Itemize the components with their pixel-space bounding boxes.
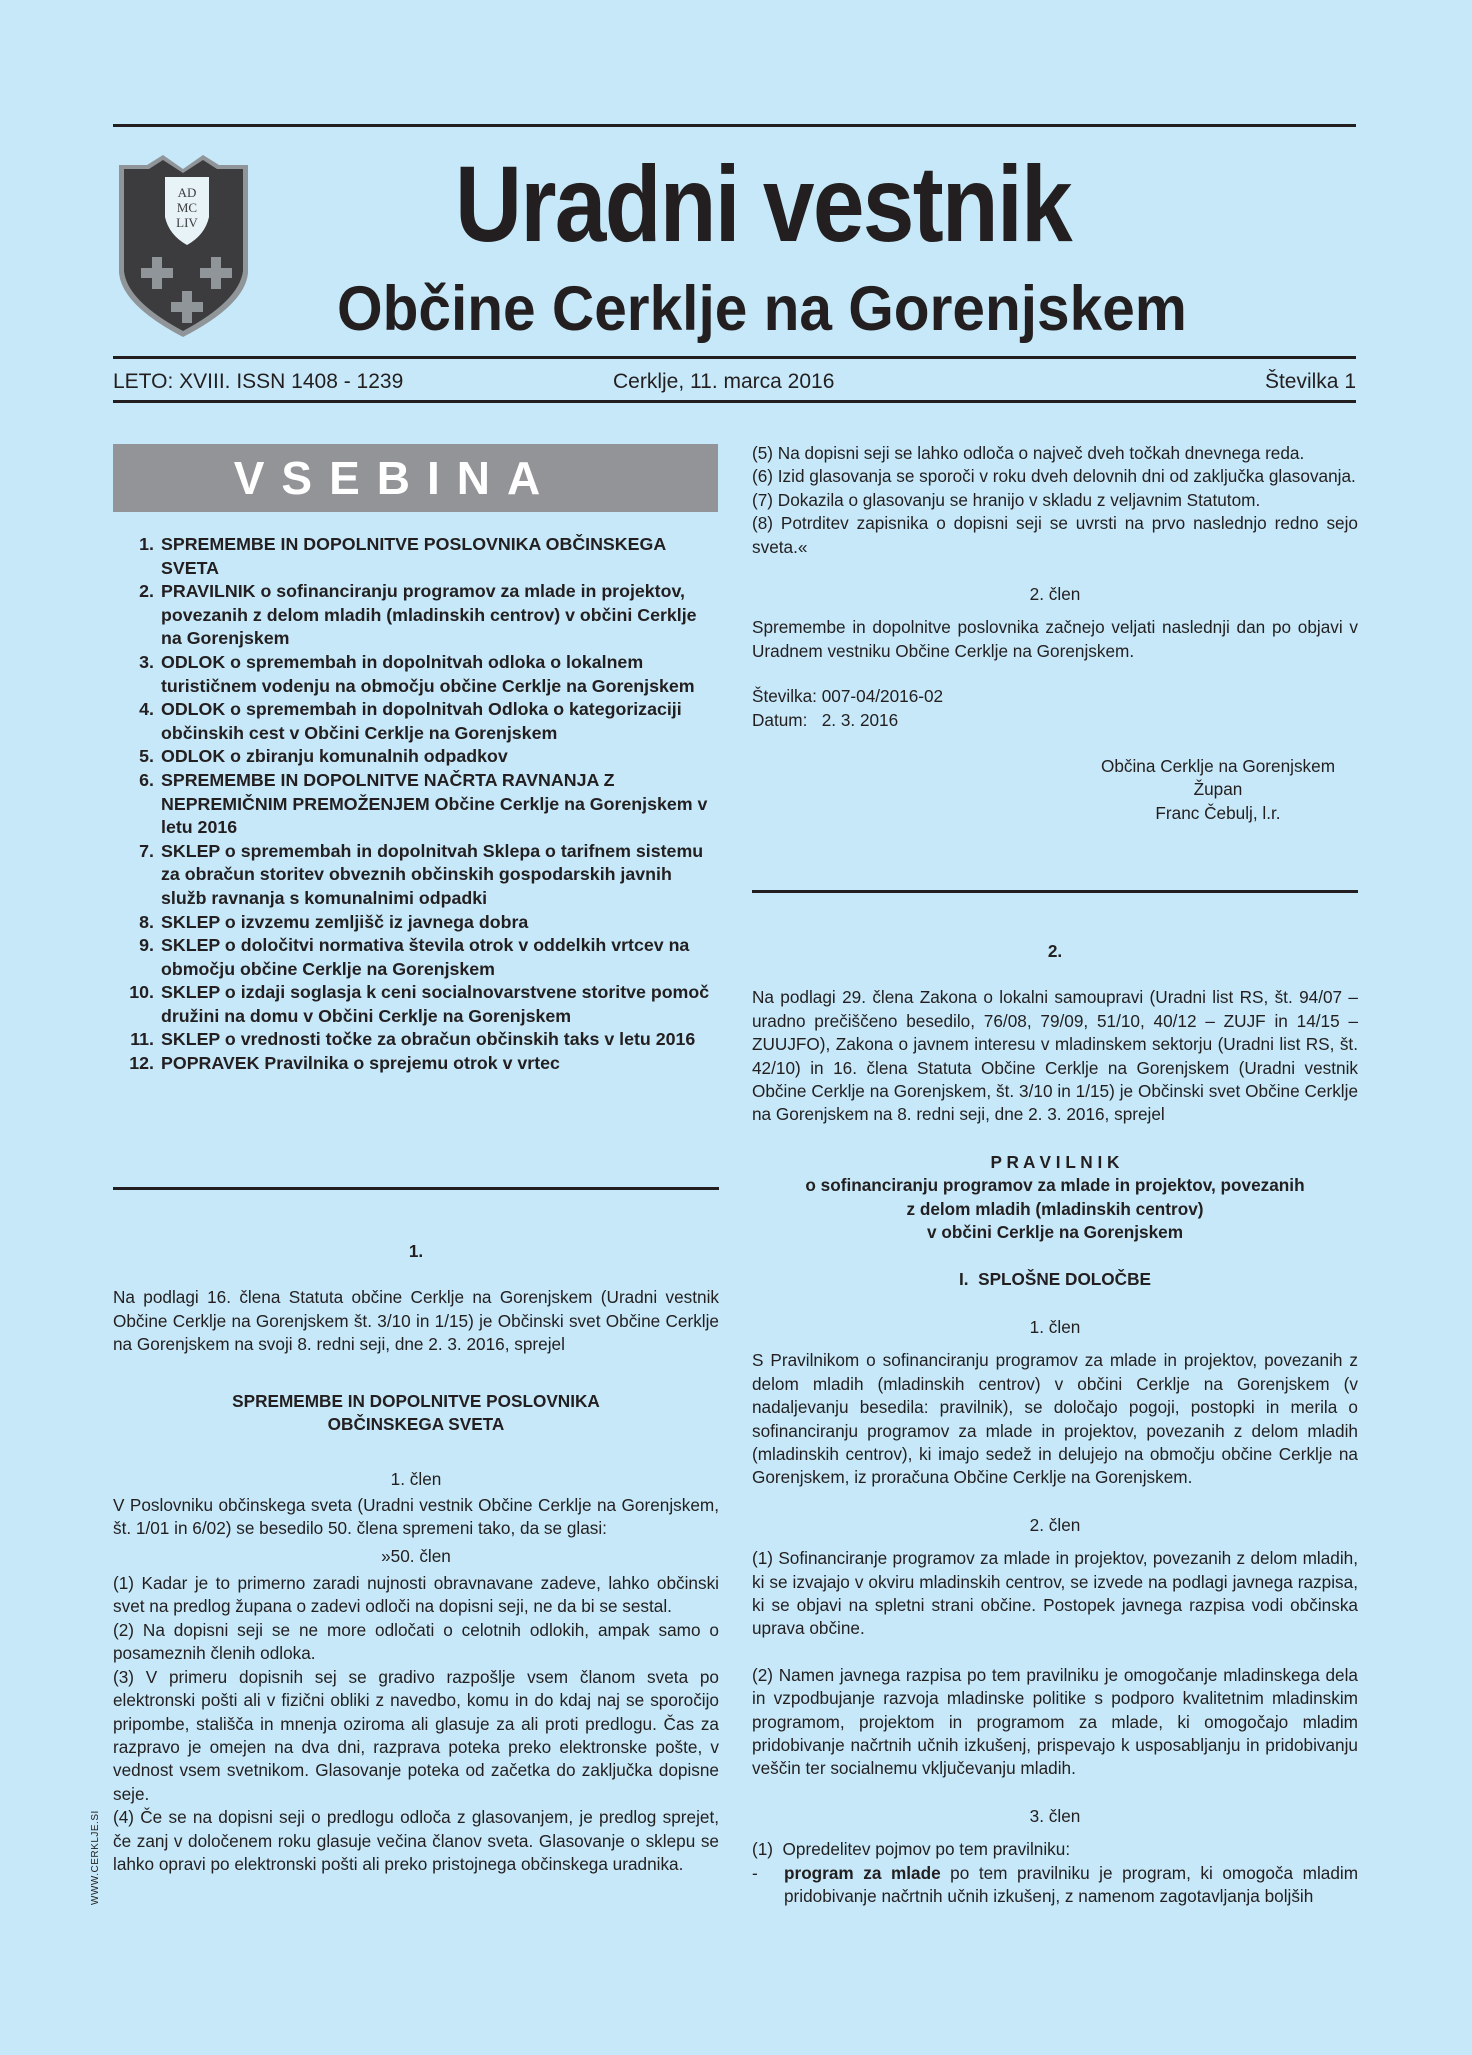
table-of-contents xyxy=(118,533,718,1076)
toc-item[interactable]: 1. SPREMEMBE IN DOPOLNITVE POSLOVNIKA OBČINSKEGA SVETA xyxy=(139,534,666,578)
issue-number: Številka 1 xyxy=(1264,370,1356,393)
municipal-crest-logo xyxy=(117,155,250,338)
signature-name: Franc Čebulj, l.r. xyxy=(1155,802,1281,823)
definition-item xyxy=(752,1862,1358,1909)
right-continuation xyxy=(752,442,1358,825)
paragraph: (8) Potrditev zapisnika o dopisni seji se uvrsti na prvo naslednjo redno sejo sveta.« xyxy=(752,513,1358,557)
article-title-line: z delom mladih (mladinskih centrov) xyxy=(906,1198,1204,1219)
top-rule xyxy=(113,124,1356,127)
signature-block xyxy=(1078,755,1358,825)
crest-text-ad: AD xyxy=(177,185,197,200)
right-section-rule xyxy=(752,890,1358,893)
toc-item[interactable]: 7. SKLEP o spremembah in dopolnitvah Sklepa o tarifnem sistemu za obračun storitev obveznih občinskih gospodarskih javnih služb ravnanja s komunalnimi odpadki xyxy=(139,840,704,908)
clen-text: V Poslovniku občinskega sveta (Uradni vestnik Občine Cerklje na Gorenjskem, št. 1/01 in 6/02) se besedilo 50. člena spremeni tako, da se glasi: xyxy=(113,1494,719,1539)
toc-item[interactable]: 12. POPRAVEK Pravilnika o sprejemu otrok v vrtec xyxy=(129,1053,560,1074)
clen-heading: 3. člen xyxy=(1029,1805,1081,1826)
article-preamble: Na podlagi 29. člena Zakona o lokalni samoupravi (Uradni list RS, št. 94/07 – uradno prečiščeno besedilo, 76/08, 79/09, 51/10, 40/12 – ZUJF in 14/15 – ZUUJFO), Zakona o javnem interesu v mladinskem sektorju (Uradni list RS, št. 42/10) in 16. člena Statuta Občine Cerklje na Gorenjskem (Uradni vestnik Občine Cerklje na Gorenjskem, št. 3/10 in 1/15) je Občinski svet Občine Cerklje na Gorenjskem na 8. redni seji, dne 2. 3. 2016, sprejel xyxy=(752,987,1358,1125)
place-date: Cerklje, 11. marca 2016 xyxy=(613,370,835,393)
clen-text: S Pravilnikom o sofinanciranju programov za mlade in projektov, povezanih z delom mladih (mladinskih centrov) v občini Cerklje na Gorenjskem (v nadaljevanju besedila: pravilnik), se določajo pogoji, postopki in merila o sofinanciranju programov za mlade in projektov, povezanih z delom mladih (mladinskih centrov), ki imajo sedež in delujejo na območju občine Cerklje na Gorenjskem, iz proračuna Občine Cerklje na Gorenjskem. xyxy=(752,1350,1358,1488)
right-article xyxy=(752,940,1358,1908)
article-number: 1. xyxy=(408,1241,424,1261)
clen-heading: 2. člen xyxy=(1029,1514,1081,1535)
article-title-line: v občini Cerklje na Gorenjskem xyxy=(927,1222,1183,1243)
toc-item[interactable]: 11. SKLEP o vrednosti točke za obračun občinskih taks v letu 2016 xyxy=(130,1029,696,1050)
year-issn: LETO: XVIII. ISSN 1408 - 1239 xyxy=(113,370,404,393)
website-watermark: WWW.CERKLJE.SI xyxy=(90,1810,101,1905)
document-number: Številka: 007-04/2016-02 xyxy=(752,686,944,707)
toc-item[interactable]: 4. ODLOK o spremembah in dopolnitvah Odloka o kategorizaciji občinskih cest v Občini Cerklje na Gorenjskem xyxy=(139,699,682,743)
article-title-word: P R A V I L N I K xyxy=(990,1151,1120,1172)
masthead-rule-bottom xyxy=(113,400,1356,403)
clen-heading: 1. člen xyxy=(390,1469,442,1490)
masthead-rule-top xyxy=(113,356,1356,359)
left-article xyxy=(113,1240,719,1876)
toc-item[interactable]: 3. ODLOK o spremembah in dopolnitvah odloka o lokalnem turističnem vodenju na območju občine Cerklje na Gorenjskem xyxy=(139,651,695,696)
paragraph: (6) Izid glasovanja se sporoči v roku dveh delovnih dni od zaključka glasovanja. xyxy=(752,466,1356,487)
article-number: 2. xyxy=(1047,941,1063,961)
masthead-title: Uradni vestnik xyxy=(455,143,1071,264)
paragraph: (2) Na dopisni seji se ne more odločati o celotnih odlokih, ampak samo o posameznih členih odloka. xyxy=(113,1619,719,1664)
signature-role: Župan xyxy=(1193,779,1243,800)
paragraph: (1) Opredelitev pojmov po tem pravilniku: xyxy=(752,1839,1071,1860)
clen-heading: 1. člen xyxy=(1029,1316,1081,1337)
section-heading: I. SPLOŠNE DOLOČBE xyxy=(959,1269,1151,1290)
paragraph: (1) Kadar je to primerno zaradi nujnosti obravnavane zadeve, lahko občinski svet na predlog župana o zadevi odloči na dopisni seji, ne da bi se sestal. xyxy=(113,1573,719,1617)
masthead-subtitle: Občine Cerklje na Gorenjskem xyxy=(337,274,1187,344)
dash-bullet: - xyxy=(752,1862,758,1883)
paragraph: (1) Sofinanciranje programov za mlade in projektov, povezanih z delom mladih, ki se izvajajo v okviru mladinskih centrov, se izvede na podlagi javnega razpisa, ki se objavi na spletni strani občine. Postopek javnega razpisa vodi občinska uprava občine. xyxy=(752,1548,1358,1639)
article-title-line2: OBČINSKEGA SVETA xyxy=(327,1414,505,1435)
toc-item[interactable]: 2. PRAVILNIK o sofinanciranju programov za mlade in projektov, povezanih z delom mladih (mladinskih centrov) v občini Cerklje na Gorenjskem xyxy=(139,581,697,649)
clen-heading: 2. člen xyxy=(1029,584,1081,605)
paragraph: (5) Na dopisni seji se lahko odloča o največ dveh točkah dnevnega reda. xyxy=(752,443,1305,463)
signature-org: Občina Cerklje na Gorenjskem xyxy=(1100,756,1336,777)
article-title-line: o sofinanciranju programov za mlade in projektov, povezanih xyxy=(805,1175,1305,1196)
toc-item[interactable]: 9. SKLEP o določitvi normativa števila otrok v oddelkih vrtcev na območju občine Cerklje na Gorenjskem xyxy=(139,935,690,979)
paragraph: (4) Če se na dopisni seji o predlogu odloča z glasovanjem, je predlog sprejet, če zanj v določenem roku glasuje večina članov sveta. Glasovanje o sklepu se lahko opravi po elektronski pošti ali preko pristojnega občinskega uradnika. xyxy=(113,1807,719,1874)
definition-text: po tem pravilniku je program, ki omogoča mladim pridobivanje načrtnih učnih izkušenj, z namenom zagotavljanja boljših xyxy=(784,1862,1359,1906)
definition-term: program za mlade xyxy=(784,1862,941,1883)
crest-text-liv: LIV xyxy=(176,215,198,230)
document-date: Datum: 2. 3. 2016 xyxy=(752,709,899,730)
paragraph: (2) Namen javnega razpisa po tem pravilniku je omogočanje mladinskega dela in vzpodbujanje razvoja mladinske politike s podporo kvalitetnim mladinskim programom, projektom in programom za mlade, ki omogočajo mladim pridobivanje načrtnih učnih izkušenj, prispevajo k usposabljanju in pridobivanju veščin ter socialnemu vključevanju mladih. xyxy=(752,1664,1358,1779)
toc-item[interactable]: 8. SKLEP o izvzemu zemljišč iz javnega dobra xyxy=(139,911,529,932)
article-preamble: Na podlagi 16. člena Statuta občine Cerklje na Gorenjskem (Uradni vestnik Občine Cerklje na Gorenjskem št. 3/10 in 1/15) je Občinski svet Občine Cerklje na Gorenjskem na svoji 8. redni seji, dne 2. 3. 2016, sprejel xyxy=(113,1287,719,1355)
crest-text-mc: MC xyxy=(176,200,198,215)
left-section-rule xyxy=(113,1187,719,1190)
clen-text: Spremembe in dopolnitve poslovnika začnejo veljati naslednji dan po objavi v Uradnem vestniku Občine Cerklje na Gorenjskem. xyxy=(752,617,1358,661)
toc-item[interactable]: 6. SPREMEMBE IN DOPOLNITVE NAČRTA RAVNANJA Z NEPREMIČNIM PREMOŽENJEM Občine Cerklje na Gorenjskem v letu 2016 xyxy=(139,769,708,838)
toc-item[interactable]: 10. SKLEP o izdaji soglasja k ceni socialnovarstvene storitve pomoč družini na domu v Občini Cerklje na Gorenjskem xyxy=(129,982,710,1026)
clen-heading: »50. člen xyxy=(381,1545,451,1566)
toc-heading: VSEBINA xyxy=(113,444,718,512)
paragraph: (3) V primeru dopisnih sej se gradivo razpošlje vsem članom sveta po elektronski pošti ali v fizični obliki z navedbo, komu in do kdaj naj se sporočijo pripombe, stališča in mnenja oziroma ali glasuje za ali proti predlogu. Čas za razpravo je omejen na dva dni, razprava poteka preko elektronske pošte, v vednost vsem svetnikom. Glasovanje poteka od začetka do zaključka dopisne seje. xyxy=(113,1666,719,1804)
toc-item[interactable]: 5. ODLOK o zbiranju komunalnih odpadkov xyxy=(139,746,508,767)
paragraph: (7) Dokazila o glasovanju se hranijo v skladu z veljavnim Statutom. xyxy=(752,489,1261,510)
article-title-line1: SPREMEMBE IN DOPOLNITVE POSLOVNIKA xyxy=(232,1390,600,1411)
